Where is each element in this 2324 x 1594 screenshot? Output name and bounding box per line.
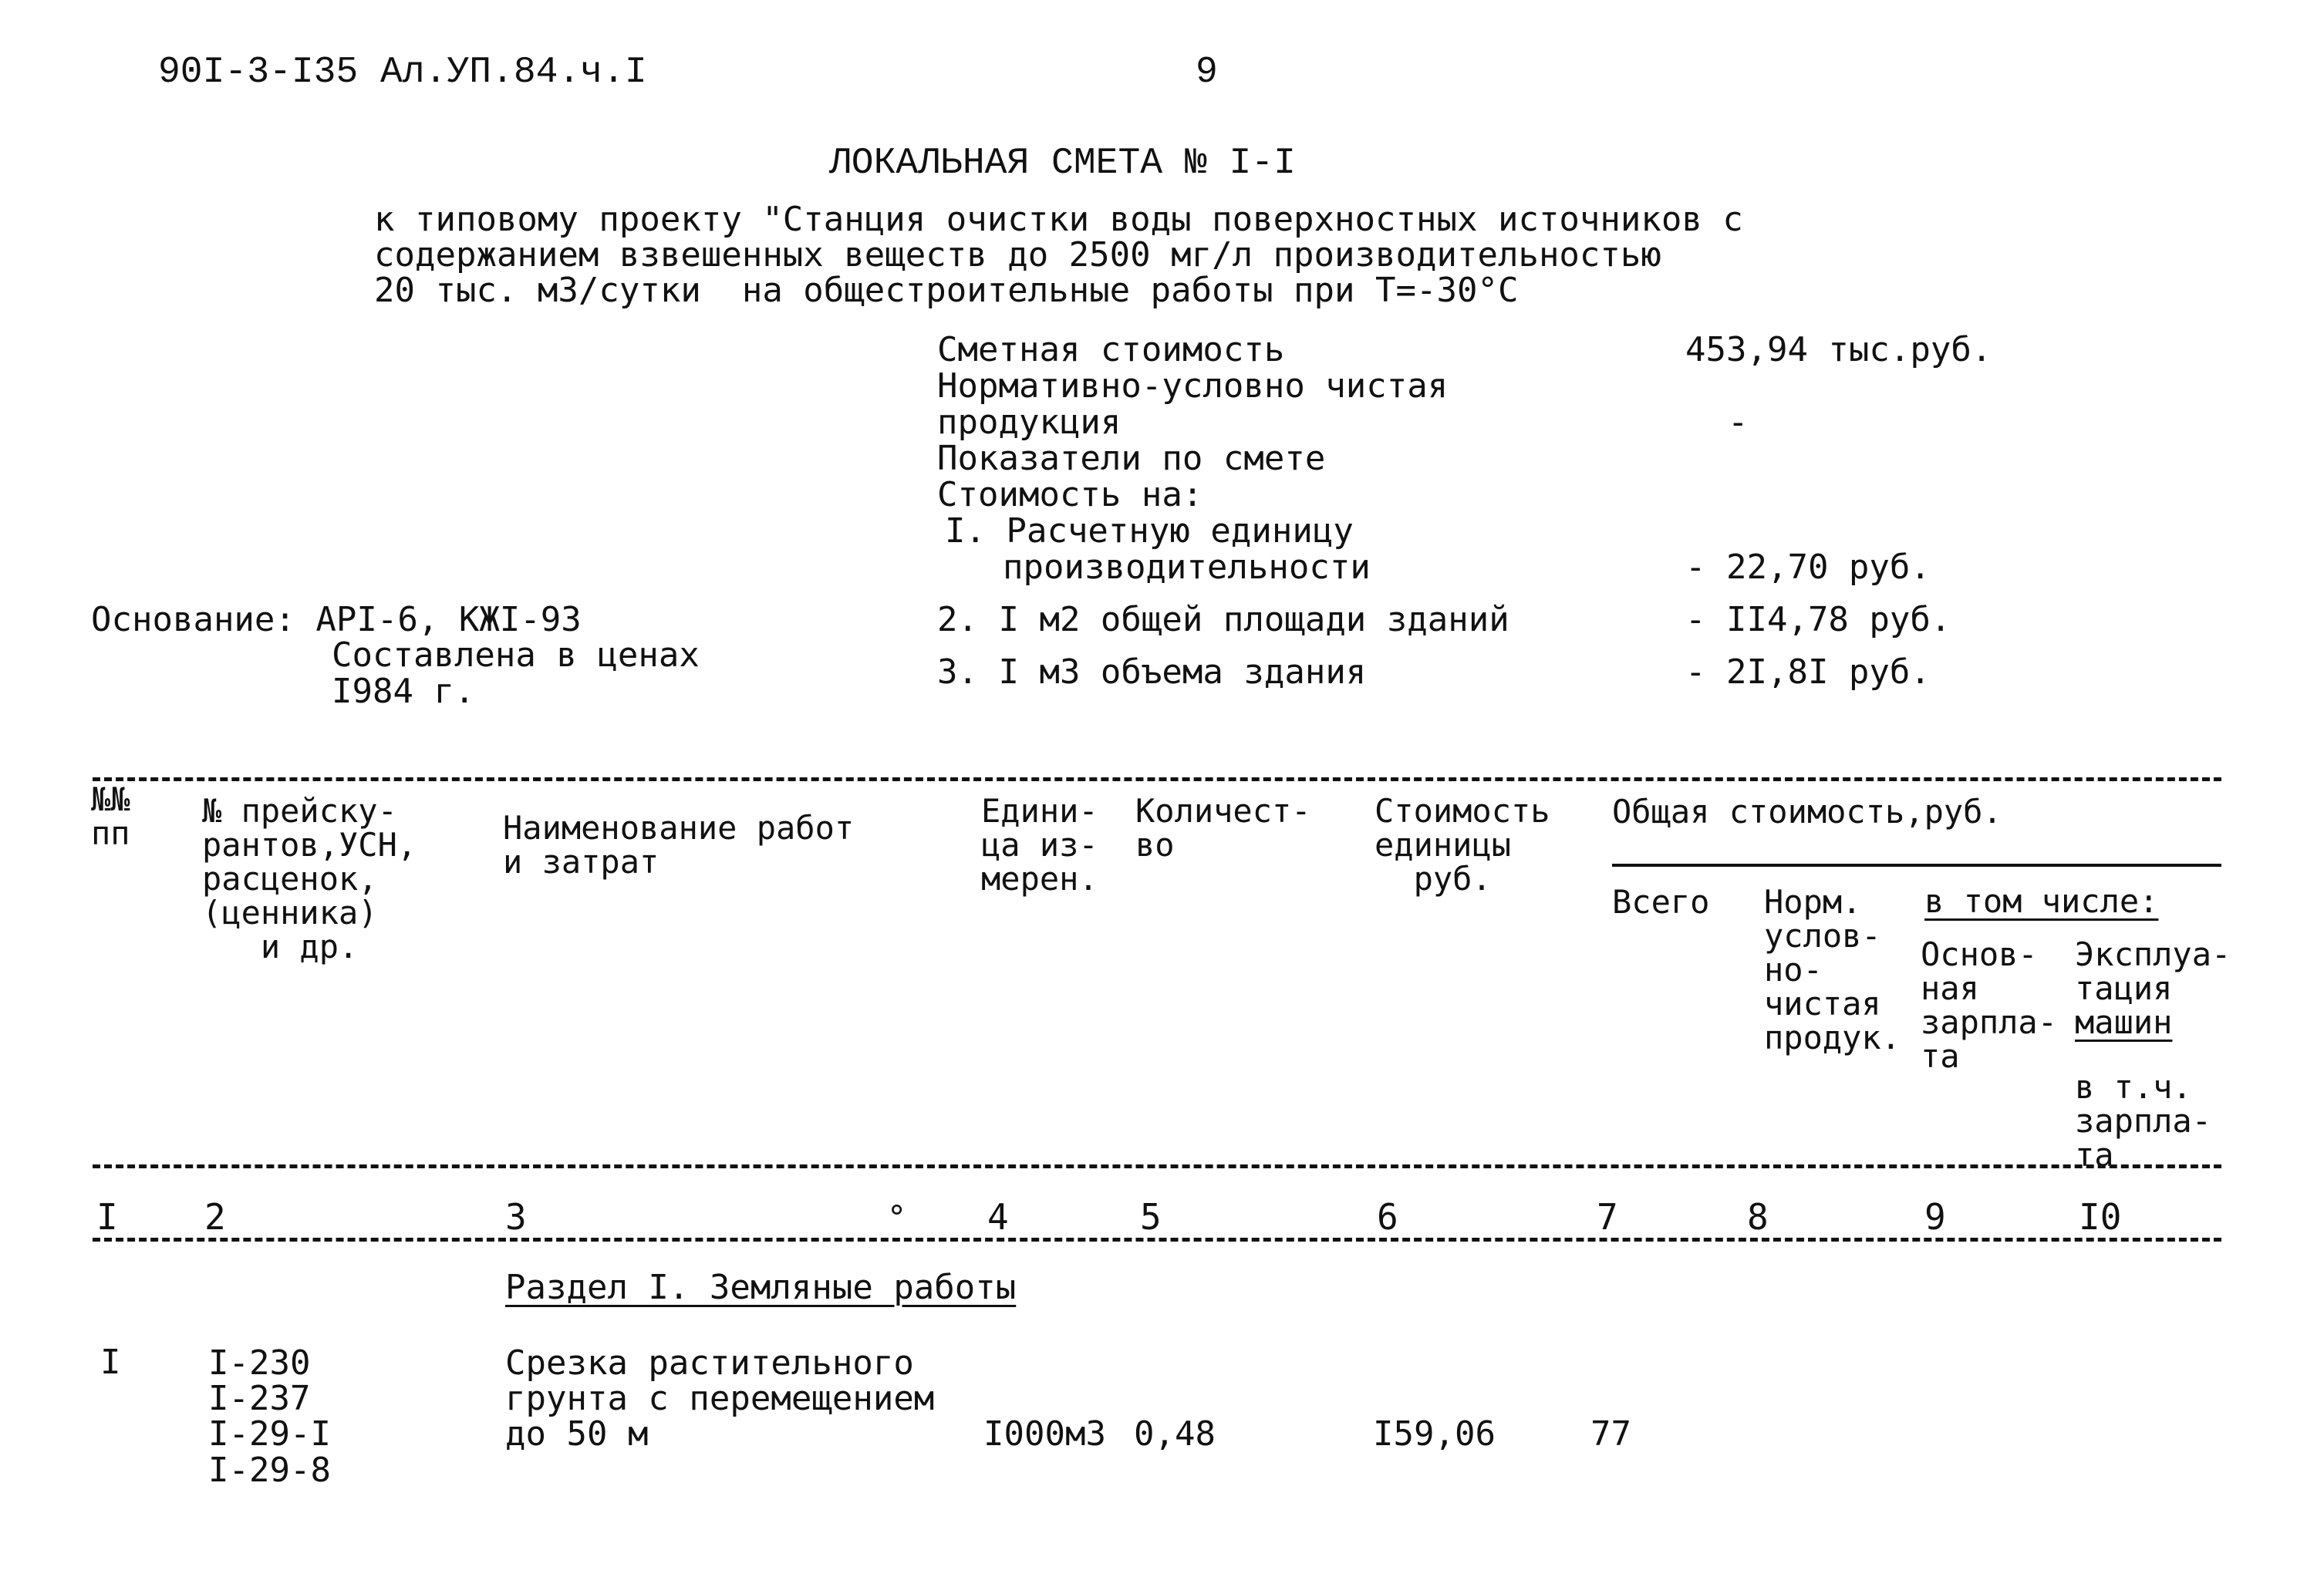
header-text: услов- bbox=[1764, 917, 1881, 955]
header-text: в т.ч. bbox=[2075, 1068, 2192, 1106]
indicator-1-label: I. Расчетную единицу bbox=[945, 511, 1354, 551]
header-col-work-name bbox=[503, 811, 854, 879]
header-col-nuchp bbox=[1764, 885, 1901, 1055]
header-text: Эксплуа- bbox=[2075, 935, 2231, 973]
header-col-machines-salary bbox=[2075, 1070, 2211, 1172]
column-number-mark: ° bbox=[887, 1198, 907, 1236]
header-text: мерен. bbox=[981, 860, 1098, 898]
column-numbers-rule bbox=[93, 1238, 2221, 1242]
header-col-total bbox=[1612, 885, 1709, 919]
nuchp-label-cont: продукция bbox=[937, 403, 1122, 442]
row-code: I-230 bbox=[208, 1343, 311, 1383]
header-text: та bbox=[1921, 1037, 1960, 1076]
header-text: №№ bbox=[91, 780, 130, 818]
header-text: руб. bbox=[1374, 860, 1492, 898]
price-base-year: I984 г. bbox=[332, 672, 475, 711]
header-text: продук. bbox=[1764, 1019, 1901, 1057]
row-number: I bbox=[100, 1343, 121, 1382]
header-col-machines bbox=[2075, 935, 2231, 1042]
estimated-cost-value: 453,94 тыс.руб. bbox=[1685, 330, 1992, 369]
header-text: № прейску- bbox=[202, 792, 397, 830]
cost-for-label: Стоимость на: bbox=[937, 475, 1203, 514]
project-description-line: содержанием взвешенных веществ до 2500 мг/л производительностью bbox=[374, 235, 1661, 275]
nuchp-label: Нормативно-условно чистая bbox=[937, 366, 1449, 406]
column-number: 3 bbox=[505, 1196, 527, 1238]
header-text: пп bbox=[91, 814, 130, 853]
column-number: 6 bbox=[1377, 1196, 1398, 1238]
basis-label: Основание: АРI-6, КЖI-93 bbox=[91, 600, 582, 639]
column-number: 8 bbox=[1747, 1196, 1769, 1238]
header-text: во bbox=[1135, 826, 1175, 864]
header-col-pricelist bbox=[202, 794, 417, 964]
header-col-quantity bbox=[1135, 794, 1311, 862]
indicator-3-value: - 2I,8I руб. bbox=[1685, 652, 1931, 692]
row-quantity: 0,48 bbox=[1134, 1414, 1216, 1454]
estimate-title: ЛОКАЛЬНАЯ СМЕТА № I-I bbox=[829, 143, 1296, 184]
indicators-label: Показатели по смете bbox=[937, 439, 1326, 478]
column-number: 2 bbox=[204, 1196, 226, 1238]
row-work-name bbox=[505, 1343, 935, 1454]
project-description-line: к типовому проекту "Станция очистки воды поверхностных источников с bbox=[374, 200, 1743, 239]
indicator-3-label: 3. I м3 объема здания bbox=[937, 652, 1367, 692]
header-col-number bbox=[91, 780, 130, 853]
estimated-cost-label: Сметная стоимость bbox=[937, 330, 1285, 369]
document-code: 90I-3-I35 Ал.УП.84.ч.I bbox=[158, 52, 647, 93]
row-name-line: до 50 м bbox=[505, 1414, 649, 1454]
header-text: та bbox=[2075, 1136, 2114, 1174]
section-title: Раздел I. Земляные работы bbox=[505, 1268, 1017, 1307]
header-text: Основ- bbox=[1921, 935, 2038, 973]
row-name-line: Срезка растительного bbox=[505, 1343, 914, 1383]
header-text: машин bbox=[2075, 1003, 2173, 1042]
page-number: 9 bbox=[1196, 52, 1218, 93]
header-text: рантов,УСН, bbox=[202, 826, 417, 864]
row-name-line: грунта с перемещением bbox=[505, 1379, 935, 1419]
row-unit-cost: I59,06 bbox=[1373, 1414, 1496, 1454]
row-code: I-29-I bbox=[208, 1414, 331, 1454]
column-number: 7 bbox=[1597, 1196, 1618, 1238]
header-text: Стоимость bbox=[1374, 792, 1550, 830]
header-text: Всего bbox=[1612, 883, 1710, 921]
header-text: чистая bbox=[1764, 985, 1881, 1023]
indicator-1-value: - 22,70 руб. bbox=[1685, 548, 1931, 587]
row-total: 77 bbox=[1590, 1414, 1631, 1454]
header-text: Едини- bbox=[981, 792, 1098, 830]
indicator-1-label-cont: производительности bbox=[1003, 548, 1371, 587]
header-text: тация bbox=[2075, 969, 2173, 1008]
header-text: Норм. bbox=[1764, 883, 1862, 921]
header-text: ная bbox=[1921, 969, 1979, 1008]
header-text: и затрат bbox=[503, 843, 659, 881]
header-text: зарпла- bbox=[1921, 1003, 2058, 1042]
header-text: и др. bbox=[202, 928, 359, 966]
table-top-rule bbox=[93, 777, 2221, 781]
header-including: в том числе: bbox=[1924, 882, 2159, 920]
row-unit: I000м3 bbox=[983, 1414, 1106, 1454]
column-number: I0 bbox=[2079, 1196, 2122, 1238]
header-text: расценок, bbox=[202, 860, 378, 898]
header-text: но- bbox=[1764, 951, 1823, 989]
header-text: Наименование работ bbox=[503, 809, 855, 847]
header-col-unit-cost bbox=[1374, 794, 1550, 896]
header-text: Количест- bbox=[1135, 792, 1311, 830]
header-text: ца из- bbox=[981, 826, 1098, 864]
header-text: единицы bbox=[1374, 826, 1512, 864]
header-col-base-salary bbox=[1921, 935, 2058, 1076]
header-text: (ценника) bbox=[202, 894, 378, 932]
row-codes bbox=[208, 1343, 331, 1490]
header-col-unit bbox=[981, 794, 1098, 896]
project-description-line: 20 тыс. м3/сутки на общестроительные работы при Т=-30°С bbox=[374, 271, 1519, 311]
header-text: зарпла- bbox=[2075, 1102, 2212, 1141]
indicator-2-value: - II4,78 руб. bbox=[1685, 600, 1951, 639]
total-cost-underline bbox=[1612, 864, 2221, 867]
column-number: 9 bbox=[1924, 1196, 1946, 1238]
nuchp-value: - bbox=[1728, 403, 1749, 442]
row-code: I-29-8 bbox=[208, 1450, 331, 1490]
column-number: 5 bbox=[1140, 1196, 1162, 1238]
column-number: I bbox=[96, 1196, 118, 1238]
row-code: I-237 bbox=[208, 1379, 311, 1419]
header-total-cost: Общая стоимость,руб. bbox=[1612, 793, 2002, 831]
project-description bbox=[374, 202, 1743, 309]
table-header-bottom-rule bbox=[93, 1164, 2221, 1168]
column-number: 4 bbox=[987, 1196, 1009, 1238]
price-base-label: Составлена в ценах bbox=[332, 635, 700, 675]
indicator-2-label: 2. I м2 общей площади зданий bbox=[937, 600, 1509, 639]
